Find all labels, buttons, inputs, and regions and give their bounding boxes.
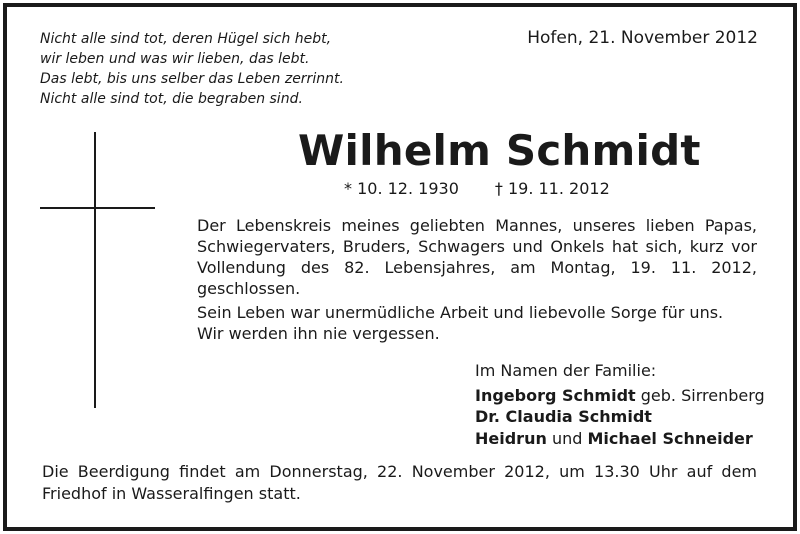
family-member	[475, 385, 765, 407]
poem-line: Nicht alle sind tot, die begraben sind.	[40, 91, 303, 107]
member-name: Dr. Claudia Schmidt	[475, 407, 652, 426]
member-conjunction: und	[551, 428, 583, 448]
deceased-name: Wilhelm Schmidt	[298, 126, 701, 175]
family-intro: Im Namen der Familie:	[475, 361, 657, 380]
poem-line: Nicht alle sind tot, deren Hügel sich hebt,	[40, 31, 332, 47]
member-suffix: geb. Sirrenberg	[640, 385, 765, 405]
poem-line: wir leben und was wir lieben, das lebt.	[40, 51, 310, 67]
poem-line: Das lebt, bis uns selber das Leben zerrinnt.	[40, 71, 344, 87]
funeral-info: Die Beerdigung findet am Donnerstag, 22. November 2012, um 13.30 Uhr auf dem Friedhof in Wasseralfingen statt.	[42, 462, 757, 503]
body-line: Sein Leben war unermüdliche Arbeit und liebevolle Sorge für uns.	[197, 303, 724, 322]
family-member	[475, 406, 765, 428]
body-line: Wir werden ihn nie vergessen.	[197, 324, 440, 343]
family-signature	[475, 360, 765, 449]
body-paragraph: Der Lebenskreis meines geliebten Mannes, unseres lieben Papas, Schwiegervaters, Bruders, Schwagers und Onkels hat sich, kurz vor Vollendung des 82. Lebensjahres, am Montag, 19. 11. 2012, geschlossen.	[197, 216, 757, 298]
birth-date: * 10. 12. 1930	[344, 179, 459, 198]
cross-icon-bar	[40, 207, 155, 209]
member-name: Michael Schneider	[587, 428, 753, 448]
family-member	[475, 428, 765, 450]
member-name: Ingeborg Schmidt	[475, 385, 636, 405]
place-date: Hofen, 21. November 2012	[527, 28, 758, 48]
life-dates	[344, 178, 610, 200]
body-paragraph	[197, 302, 757, 344]
death-date: † 19. 11. 2012	[494, 179, 610, 198]
member-name: Heidrun	[475, 428, 547, 448]
poem	[40, 29, 344, 109]
cross-icon	[94, 132, 96, 408]
notice-body	[197, 215, 757, 344]
